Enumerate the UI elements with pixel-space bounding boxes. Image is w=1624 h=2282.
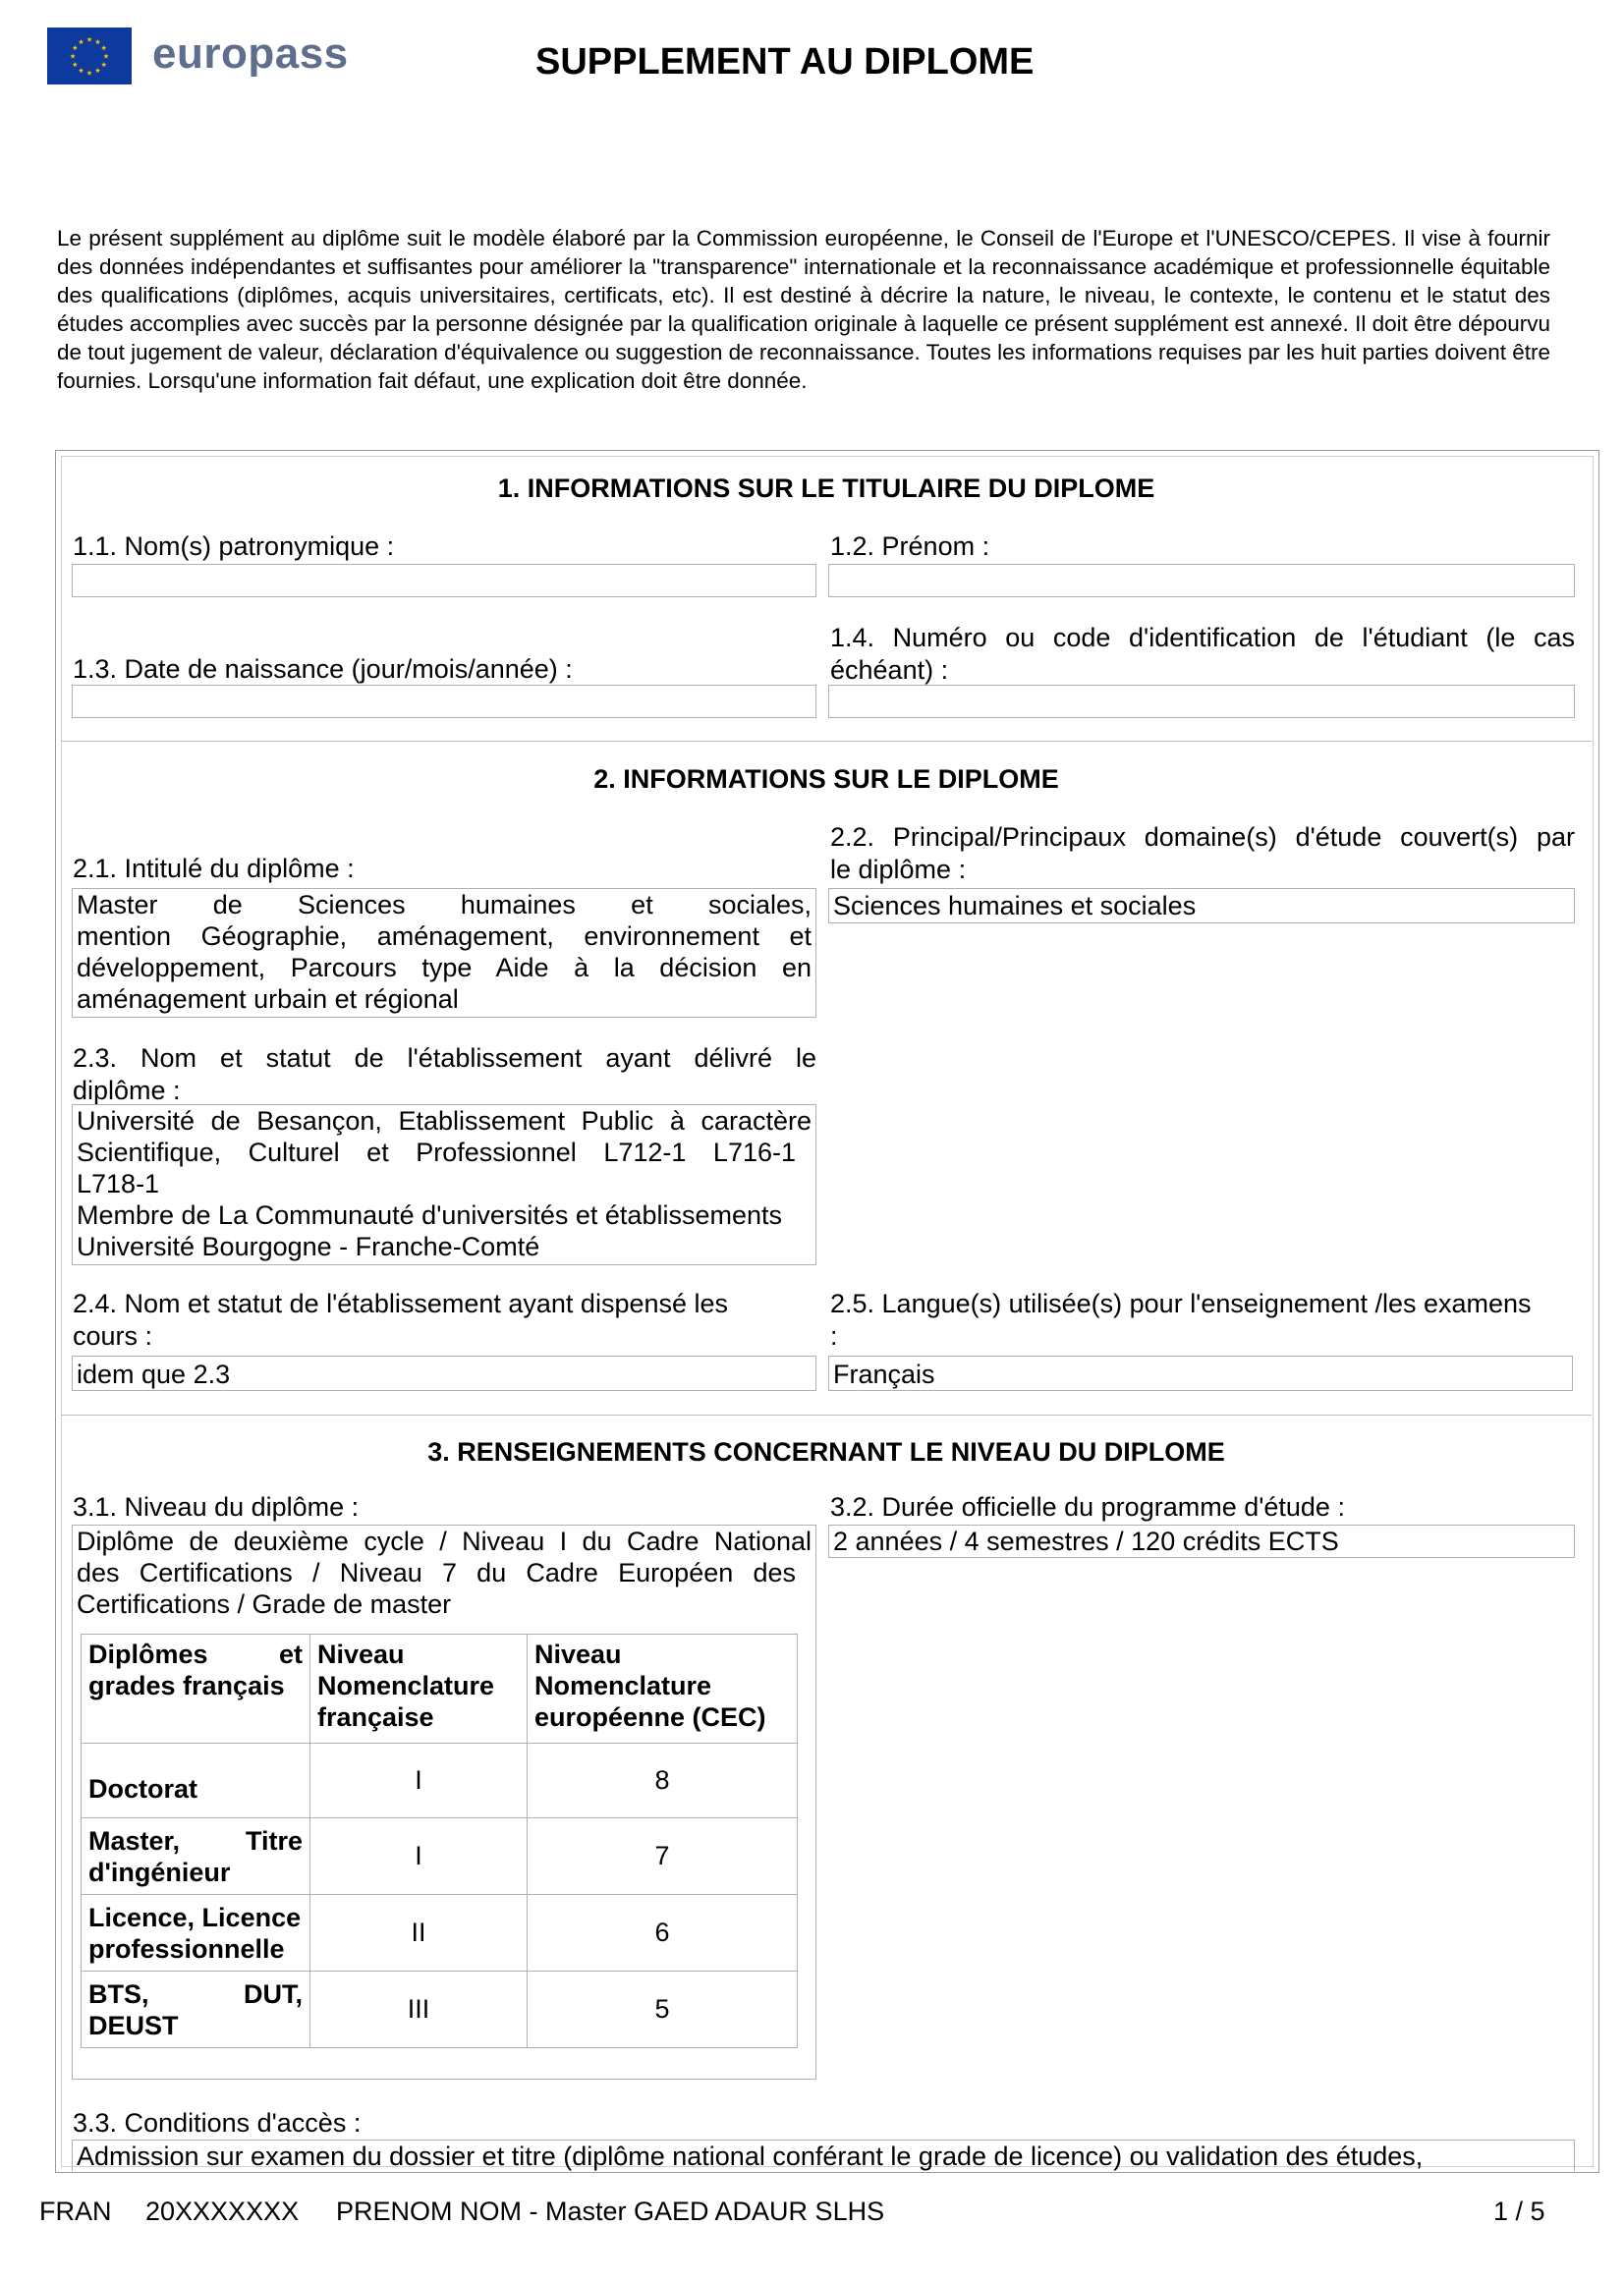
section-2-separator (61, 1415, 1592, 1416)
field-2-1-line-2: mention Géographie, aménagement, environnement et (77, 921, 812, 951)
level-fr: I (310, 1818, 528, 1895)
header-word: grades français (88, 1671, 285, 1700)
eu-star-icon: ★ (72, 62, 79, 69)
field-3-1-line-3: Certifications / Grade de master (77, 1589, 452, 1619)
field-1-1-label: 1.1. Nom(s) patronymique : (73, 531, 395, 561)
level-name-text: Licence, Licence (88, 1902, 302, 1932)
level-name (82, 1818, 310, 1895)
field-2-5-value: Français (833, 1360, 935, 1389)
header-word: Niveau (534, 1640, 622, 1669)
eu-star-icon: ★ (100, 45, 107, 52)
header-word: Nomenclature (534, 1671, 712, 1700)
europass-logo: europass (152, 29, 349, 78)
eu-star-icon: ★ (100, 62, 107, 69)
eu-star-icon: ★ (85, 70, 93, 78)
eu-star-icon: ★ (78, 68, 84, 76)
level-name-text: professionnelle (88, 1933, 285, 1964)
field-2-1-value (73, 889, 815, 1015)
eu-stars-icon (47, 28, 132, 84)
table-row (82, 1744, 798, 1818)
eu-star-icon: ★ (78, 38, 84, 46)
field-1-3-label: 1.3. Date de naissance (jour/mois/année) : (73, 654, 573, 684)
field-2-2-box (828, 888, 1575, 923)
level-name-text: Doctorat (88, 1773, 198, 1804)
field-2-3-label (73, 1042, 816, 1107)
field-3-2-box (828, 1525, 1575, 1558)
field-3-3-value: Admission sur examen du dossier et titre (diplôme national conférant le grade de licence) ou validation des études, (77, 2142, 1424, 2171)
field-2-3-line-3: L718-1 (77, 1169, 160, 1198)
field-2-1-line-4: aménagement urbain et régional (77, 984, 459, 1014)
section-1-title: 1. INFORMATIONS SUR LE TITULAIRE DU DIPLOME (497, 473, 1155, 503)
level-eu: 6 (528, 1895, 798, 1972)
field-2-5-label (830, 1288, 1532, 1353)
field-2-2-label-line-1: 2.2. Principal/Principaux domaine(s) d'étude couvert(s) par (830, 822, 1575, 852)
level-name-text: BTS, DUT, (88, 1978, 303, 2009)
field-3-2-label: 3.2. Durée officielle du programme d'étude : (830, 1492, 1345, 1522)
eu-star-icon: ★ (94, 38, 101, 46)
field-2-3-value (73, 1105, 815, 1262)
footer-program: PRENOM NOM - Master GAED ADAUR SLHS (336, 2197, 885, 2226)
field-3-1-line-2: des Certifications / Niveau 7 du Cadre Européen des (77, 1558, 796, 1587)
level-name (82, 1744, 310, 1818)
eu-flag-icon (47, 28, 132, 84)
levels-header-fr (310, 1635, 528, 1744)
field-2-3-line-4: Membre de La Communauté d'universités et établissements (77, 1200, 783, 1230)
header-word: européenne (CEC) (534, 1702, 766, 1732)
field-2-1-line-3: développement, Parcours type Aide à la décision en (77, 953, 812, 982)
field-2-3-box (72, 1104, 816, 1265)
header-word: et (278, 1640, 303, 1669)
eu-star-icon: ★ (72, 45, 79, 52)
field-2-4-label-line-1: 2.4. Nom et statut de l'établissement ayant dispensé les (73, 1289, 729, 1318)
field-2-5-label-line-1: 2.5. Langue(s) utilisée(s) pour l'enseignement /les examens (830, 1289, 1532, 1318)
field-2-4-value: idem que 2.3 (77, 1360, 231, 1389)
field-2-5-label-line-2: : (830, 1321, 838, 1351)
header-word: Nomenclature (317, 1671, 495, 1700)
table-row (82, 1895, 798, 1972)
table-row (82, 1972, 798, 2048)
document-title: SUPPLEMENT AU DIPLOME (535, 41, 1035, 83)
footer-page-number: 1 / 5 (1493, 2197, 1545, 2226)
field-2-3-line-1: Université de Besançon, Etablissement Public à caractère (77, 1106, 812, 1136)
field-2-3-label-line-1: 2.3. Nom et statut de l'établissement ayant délivré le (73, 1043, 816, 1073)
page-header (0, 0, 1624, 108)
field-1-2-label: 1.2. Prénom : (830, 531, 990, 561)
field-2-4-label-line-2: cours : (73, 1321, 153, 1351)
field-2-3-line-5: Université Bourgogne - Franche-Comté (77, 1232, 540, 1261)
field-3-1-label: 3.1. Niveau du diplôme : (73, 1492, 360, 1522)
levels-table-header-row (82, 1635, 798, 1744)
level-fr: I (310, 1744, 528, 1818)
eu-star-icon: ★ (102, 53, 110, 61)
field-2-4-label (73, 1288, 728, 1353)
footer-student-id: 20XXXXXXX (145, 2197, 300, 2226)
footer-country: FRAN (39, 2197, 112, 2226)
field-2-3-label-line-2: diplôme : (73, 1076, 181, 1105)
eu-star-icon: ★ (69, 53, 77, 61)
header-word: Diplômes (88, 1640, 208, 1669)
table-row (82, 1818, 798, 1895)
field-2-2-value: Sciences humaines et sociales (833, 891, 1197, 920)
field-1-3-box (72, 685, 816, 718)
field-2-2-label (830, 821, 1575, 886)
level-name (82, 1972, 310, 2048)
level-name-text: DEUST (88, 2010, 179, 2040)
level-name (82, 1895, 310, 1972)
levels-header-diplomes (82, 1635, 310, 1744)
field-3-3-label: 3.3. Conditions d'accès : (73, 2108, 362, 2138)
level-eu: 5 (528, 1972, 798, 2048)
field-1-4-label (830, 622, 1575, 687)
field-2-2-label-line-2: le diplôme : (830, 855, 967, 884)
level-name-text: d'ingénieur (88, 1857, 231, 1887)
field-3-1-value (73, 1526, 815, 1620)
field-3-2-value: 2 années / 4 semestres / 120 crédits ECTS (833, 1527, 1339, 1556)
eu-star-icon: ★ (94, 68, 101, 76)
levels-table (81, 1634, 798, 2048)
field-3-3-box (72, 2140, 1575, 2171)
field-1-4-label-line-2: échéant) : (830, 655, 949, 685)
level-name-text: Master, Titre (88, 1825, 303, 1856)
field-1-4-box (828, 685, 1575, 718)
field-1-4-label-line-1: 1.4. Numéro ou code d'identification de l'étudiant (le cas (830, 623, 1575, 652)
field-2-1-label: 2.1. Intitulé du diplôme : (73, 854, 355, 883)
section-2-title: 2. INFORMATIONS SUR LE DIPLOME (593, 764, 1059, 794)
field-2-1-box (72, 888, 816, 1018)
field-1-2-box (828, 564, 1575, 597)
field-2-5-box (828, 1356, 1573, 1391)
eu-star-icon: ★ (85, 36, 93, 44)
field-2-1-line-1: Master de Sciences humaines et sociales, (77, 890, 812, 919)
header-word: Niveau (317, 1640, 405, 1669)
level-fr: II (310, 1895, 528, 1972)
section-3-title: 3. RENSEIGNEMENTS CONCERNANT LE NIVEAU DU DIPLOME (427, 1437, 1225, 1467)
header-word: française (317, 1702, 434, 1732)
level-eu: 8 (528, 1744, 798, 1818)
field-2-3-line-2: Scientifique, Culturel et Professionnel L712-1 L716-1 (77, 1138, 796, 1167)
field-3-1-line-1: Diplôme de deuxième cycle / Niveau I du Cadre National (77, 1527, 812, 1556)
field-1-1-box (72, 564, 816, 597)
levels-header-eu (528, 1635, 798, 1744)
intro-paragraph: Le présent supplément au diplôme suit le modèle élaboré par la Commission européenne, le Conseil de l'Europe et l'UNESCO/CEPES. Il vise à fournir des données indépendantes et suffisantes pour améliorer la "transparence" internationale et la reconnaissance académique et professionnelle équitable des qualifications (diplômes, acquis universitaires, certificats, etc). Il est destiné à décrire la nature, le niveau, le contexte, le contenu et le statut des études accomplies avec succès par la personne désignée par la qualification originale à laquelle ce présent supplément est annexé. Il doit être dépourvu de tout jugement de valeur, déclaration d'équivalence ou suggestion de reconnaissance. Toutes les informations requises par les huit parties doivent être fournies. Lorsqu'une information fait défaut, une explication doit être donnée. (57, 226, 1550, 393)
section-1-separator (61, 741, 1592, 742)
level-fr: III (310, 1972, 528, 2048)
level-eu: 7 (528, 1818, 798, 1895)
field-2-4-box (72, 1356, 816, 1391)
